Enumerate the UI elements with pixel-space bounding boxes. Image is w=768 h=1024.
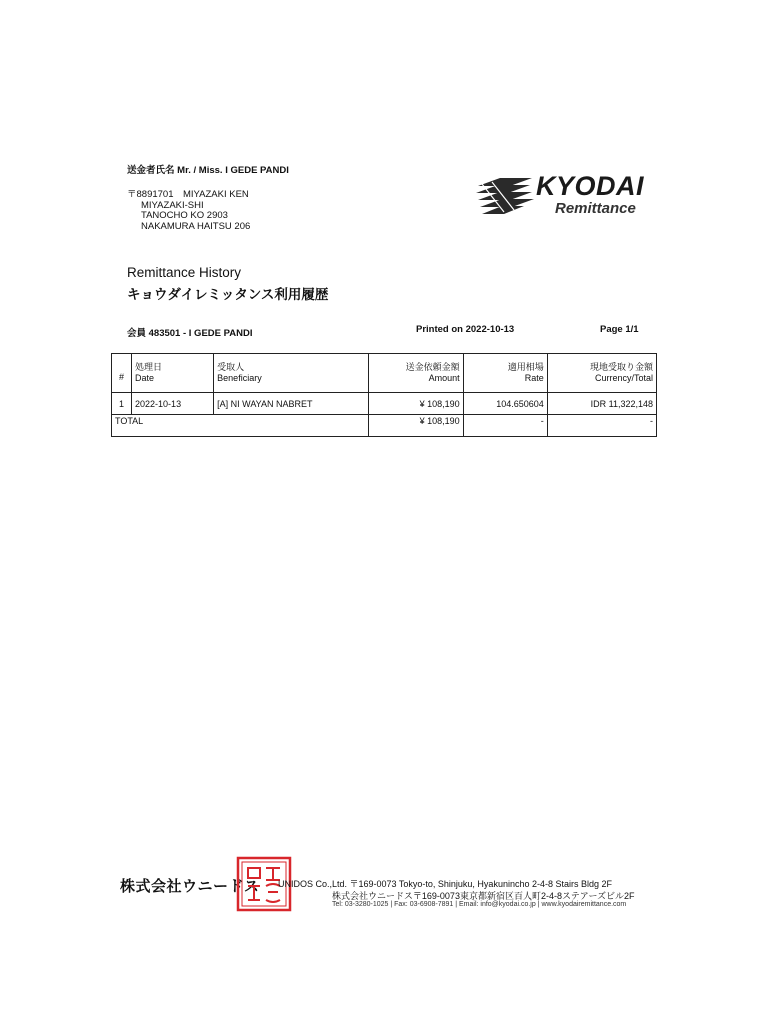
address-line-1: 〒8891701 MIYAZAKI KEN [127, 189, 249, 200]
col-date-jp: 処理日 [135, 362, 163, 372]
logo-name: KYODAI [536, 171, 645, 201]
row-total: IDR 11,322,148 [547, 393, 656, 415]
total-label: TOTAL [112, 415, 369, 437]
col-total-en: Currency/Total [594, 373, 653, 383]
col-rate-jp: 適用相場 [507, 362, 544, 372]
row-num: 1 [112, 393, 132, 415]
printed-date: Printed on 2022-10-13 [416, 324, 515, 335]
row-date: 2022-10-13 [132, 393, 214, 415]
col-rate-en: Rate [524, 373, 544, 383]
address-line-4: NAKAMURA HAITSU 206 [141, 220, 251, 232]
col-amount-en: Amount [428, 373, 460, 383]
member-info: 会員 483501 - I GEDE PANDI [127, 328, 253, 339]
footer-company-name: 株式会社ウニードス [120, 878, 260, 895]
footer-address-en: UNIDOS Co.,Ltd. 〒169-0073 Tokyo-to, Shinjuku, Hyakunincho 2-4-8 Stairs Bldg 2F [278, 879, 612, 889]
total-rate: - [463, 415, 547, 437]
sender-line [127, 162, 289, 176]
footer-contact: Tel: 03-3280-1025 | Fax: 03-6908-7891 | Email: info@kyodai.co.jp | www.kyodairemittance.com [332, 901, 627, 908]
row-beneficiary: [A] NI WAYAN NABRET [214, 393, 369, 415]
col-header-total [547, 354, 656, 393]
logo-subtitle: Remittance [555, 200, 636, 217]
page-title-jp: キョウダイレミッタンス利用履歴 [127, 287, 329, 302]
col-header-num [112, 354, 132, 393]
col-header-rate [463, 354, 547, 393]
table-header-row [112, 354, 657, 393]
table-total-row [112, 415, 657, 437]
col-header-date [132, 354, 214, 393]
table-row [112, 393, 657, 415]
sender-label: 送金者氏名 [127, 165, 175, 176]
total-total: - [547, 415, 656, 437]
address-line-2: MIYAZAKI-SHI [141, 199, 204, 211]
row-rate: 104.650604 [463, 393, 547, 415]
col-beneficiary-en: Beneficiary [217, 373, 262, 383]
footer-address-jp: 株式会社ウニードス〒169-0073東京都新宿区百人町2-4-8ステアーズビル2F [332, 891, 635, 901]
remittance-table [111, 353, 657, 437]
total-amount: ¥ 108,190 [369, 415, 463, 437]
page-title: Remittance History [127, 265, 242, 280]
col-beneficiary-jp: 受取人 [217, 362, 245, 372]
sender-name: Mr. / Miss. I GEDE PANDI [177, 165, 289, 176]
col-header-amount [369, 354, 463, 393]
col-date-en: Date [135, 373, 155, 383]
address-block [127, 190, 250, 232]
col-num-label: # [119, 372, 125, 382]
col-total-jp: 現地受取り金額 [589, 362, 653, 372]
col-amount-jp: 送金依頼金額 [405, 362, 460, 372]
address-line-3: TANOCHO KO 2903 [141, 210, 228, 221]
col-header-beneficiary [214, 354, 369, 393]
row-amount: ¥ 108,190 [369, 393, 463, 415]
page-number: Page 1/1 [600, 324, 639, 335]
